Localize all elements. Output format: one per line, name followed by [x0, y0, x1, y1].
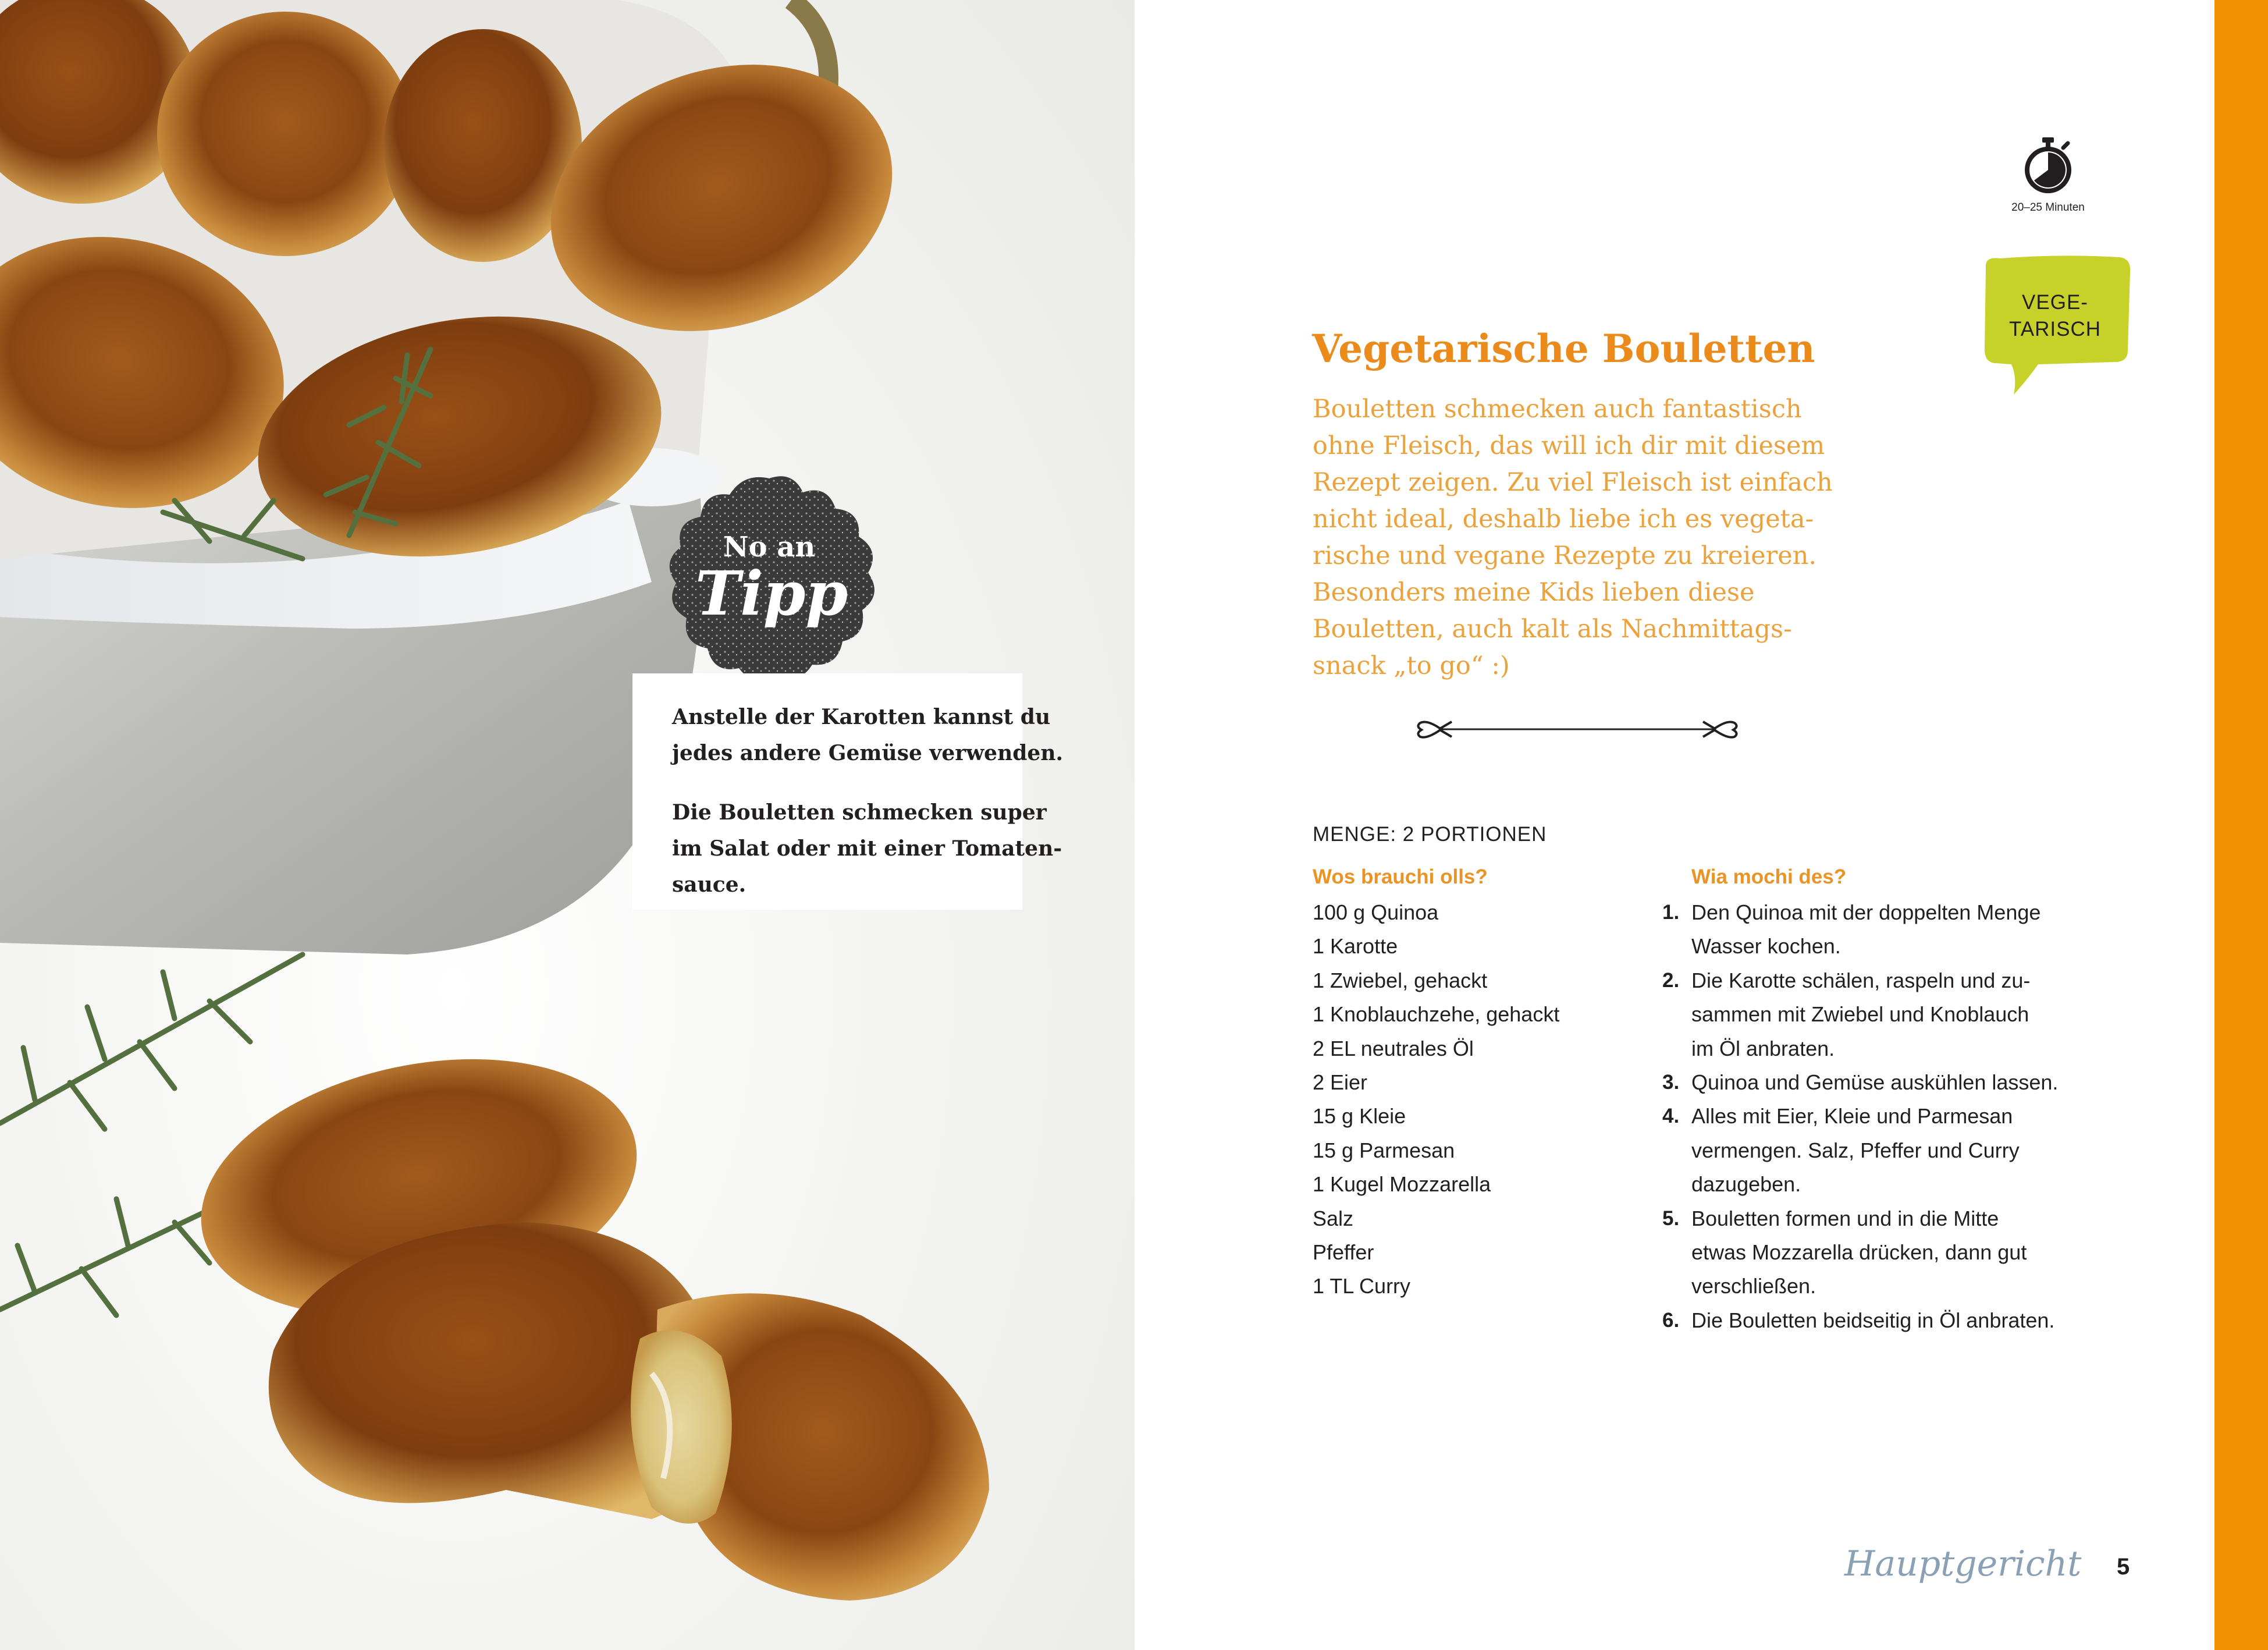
- tip-badge-top: No an: [723, 531, 816, 563]
- ingredients-list: [1313, 896, 1559, 1304]
- step-item: [1662, 1066, 2058, 1099]
- step-item: [1662, 1202, 2058, 1304]
- tip-box: [632, 673, 1064, 910]
- step-number: 6.: [1662, 1308, 1680, 1332]
- recipe-intro: [1313, 391, 1871, 684]
- intro-line: Bouletten, auch kalt als Nachmittags-: [1313, 615, 1792, 644]
- ingredient-item: 1 Knoblauchzehe, gehackt: [1313, 1002, 1560, 1027]
- intro-line: Besonders meine Kids lieben diese: [1313, 578, 1755, 607]
- ingredients-heading: Wos brauchi olls?: [1313, 865, 1488, 888]
- ingredient-item: Pfeffer: [1313, 1240, 1374, 1265]
- ingredient-item: 100 g Quinoa: [1313, 900, 1439, 924]
- intro-line: Rezept zeigen. Zu viel Fleisch ist einfach: [1313, 468, 1833, 497]
- tip-line: jedes andere Gemüse verwenden.: [672, 741, 1064, 765]
- step-number: 5.: [1662, 1207, 1680, 1230]
- ingredient-item: 2 Eier: [1313, 1070, 1368, 1095]
- badge-line: TARISCH: [2009, 318, 2102, 340]
- ingredient-item: 1 Kugel Mozzarella: [1313, 1172, 1491, 1197]
- cooking-time-label: 20–25 Minuten: [2011, 201, 2085, 214]
- tip-paragraph: [672, 699, 1064, 771]
- intro-line: snack „to go“ :): [1313, 651, 1510, 680]
- tip-line: Die Bouletten schmecken super: [672, 800, 1047, 825]
- tip-line: sauce.: [672, 872, 746, 897]
- ingredient-item: 1 TL Curry: [1313, 1274, 1411, 1298]
- step-line: etwas Mozzarella drücken, dann gut: [1691, 1240, 2027, 1265]
- step-number: 3.: [1662, 1071, 1680, 1094]
- step-number: 1.: [1662, 901, 1680, 924]
- step-line: verschließen.: [1691, 1274, 1816, 1298]
- page-number: 5: [2117, 1554, 2130, 1580]
- orange-edge-strip: [2214, 0, 2268, 1650]
- step-item: [1662, 1099, 2058, 1201]
- steps-heading: Wia mochi des?: [1691, 865, 1847, 888]
- step-line: Alles mit Eier, Kleie und Parmesan: [1691, 1104, 2013, 1129]
- intro-line: ohne Fleisch, das will ich dir mit diesem: [1313, 431, 1825, 460]
- step-line: dazugeben.: [1691, 1172, 1801, 1197]
- tip-paragraph: [672, 794, 1062, 903]
- intro-line: rische und vegane Rezepte zu kreieren.: [1313, 541, 1817, 570]
- intro-line: nicht ideal, deshalb liebe ich es vegeta-: [1313, 505, 1814, 534]
- ingredient-item: 1 Karotte: [1313, 934, 1398, 959]
- step-line: vermengen. Salz, Pfeffer und Curry: [1691, 1138, 2020, 1162]
- step-item: [1662, 896, 2058, 964]
- tip-line: im Salat oder mit einer Tomaten-: [672, 836, 1062, 861]
- ingredient-item: 2 EL neutrales Öl: [1313, 1036, 1474, 1060]
- step-line: Die Bouletten beidseitig in Öl anbraten.: [1691, 1308, 2055, 1332]
- step-line: sammen mit Zwiebel und Knoblauch: [1691, 1002, 2029, 1027]
- tip-line: Anstelle der Karotten kannst du: [672, 705, 1051, 729]
- step-item: [1662, 964, 2058, 1066]
- ingredient-item: 15 g Kleie: [1313, 1104, 1406, 1129]
- section-label: Hauptgericht: [1844, 1543, 2082, 1584]
- step-line: Die Karotte schälen, raspeln und zu-: [1691, 968, 2031, 992]
- step-line: Quinoa und Gemüse auskühlen lassen.: [1691, 1070, 2059, 1095]
- ingredient-item: 1 Zwiebel, gehackt: [1313, 968, 1488, 992]
- recipe-title: Vegetarische Bouletten: [1312, 326, 1815, 371]
- steps-list: [1662, 896, 2058, 1337]
- cooking-time: [1996, 135, 2100, 214]
- vegetarian-badge-text: [1980, 289, 2130, 343]
- recipe-page: [1135, 0, 2268, 1650]
- ingredient-item: 15 g Parmesan: [1313, 1138, 1455, 1162]
- badge-line: VEGE-: [2022, 291, 2088, 314]
- step-line: Bouletten formen und in die Mitte: [1691, 1206, 1999, 1230]
- step-number: 2.: [1662, 968, 1680, 992]
- stopwatch-icon: [2020, 135, 2076, 196]
- intro-line: Bouletten schmecken auch fantastisch: [1313, 395, 1802, 424]
- step-line: Wasser kochen.: [1691, 934, 1841, 959]
- step-line: im Öl anbraten.: [1691, 1036, 1835, 1060]
- tip-badge: [657, 470, 881, 694]
- ingredient-item: Salz: [1313, 1206, 1354, 1230]
- step-line: Den Quinoa mit der doppelten Menge: [1691, 900, 2041, 924]
- tip-badge-main: Tipp: [695, 558, 848, 629]
- step-number: 4.: [1662, 1105, 1680, 1128]
- portions-label: MENGE: 2 PORTIONEN: [1313, 823, 1547, 846]
- ornament-divider: [1416, 709, 1739, 750]
- step-item: [1662, 1304, 2058, 1337]
